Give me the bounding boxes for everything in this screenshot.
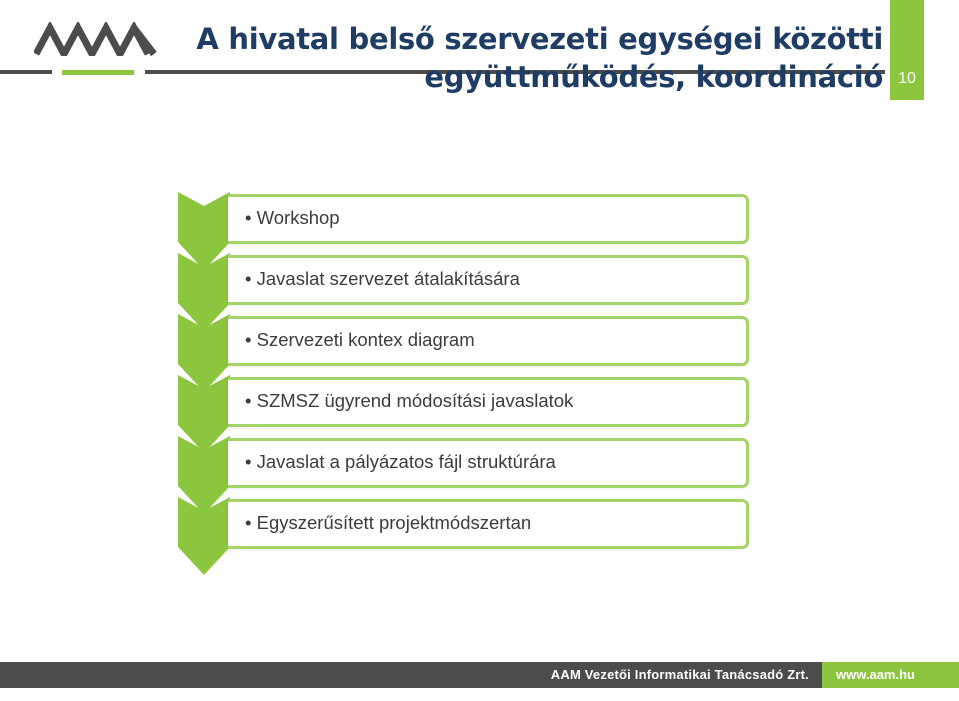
step-label: Szervezeti kontex diagram bbox=[256, 329, 475, 350]
step-label: Egyszerűsített projektmódszertan bbox=[256, 512, 532, 533]
slide-title-line1: A hivatal belső szervezeti egységei közötti bbox=[196, 22, 883, 56]
bullet: • bbox=[245, 207, 252, 228]
step-label: Workshop bbox=[256, 207, 340, 228]
step-label: Javaslat a pályázatos fájl struktúrára bbox=[256, 451, 556, 472]
step-item bbox=[228, 316, 749, 366]
step-item bbox=[228, 194, 749, 244]
step-label: Javaslat szervezet átalakítására bbox=[256, 268, 520, 289]
step-item bbox=[228, 255, 749, 305]
bullet: • bbox=[245, 390, 252, 411]
bullet: • bbox=[245, 268, 252, 289]
bullet: • bbox=[245, 451, 252, 472]
footer-url-link[interactable]: www.aam.hu bbox=[836, 667, 915, 682]
step-chevron bbox=[178, 497, 230, 575]
step-item bbox=[228, 499, 749, 549]
step-item bbox=[228, 377, 749, 427]
bullet: • bbox=[245, 329, 252, 350]
footer-url-box bbox=[822, 662, 959, 688]
footer-bar bbox=[0, 662, 959, 688]
step-item bbox=[228, 438, 749, 488]
footer-company-name: AAM Vezetői Informatikai Tanácsadó Zrt. bbox=[550, 667, 809, 682]
slide-title-line2: együttműködés, koordináció bbox=[424, 60, 883, 94]
bullet: • bbox=[245, 512, 252, 533]
step-label: SZMSZ ügyrend módosítási javaslatok bbox=[256, 390, 574, 411]
page-number: 10 bbox=[898, 70, 916, 87]
